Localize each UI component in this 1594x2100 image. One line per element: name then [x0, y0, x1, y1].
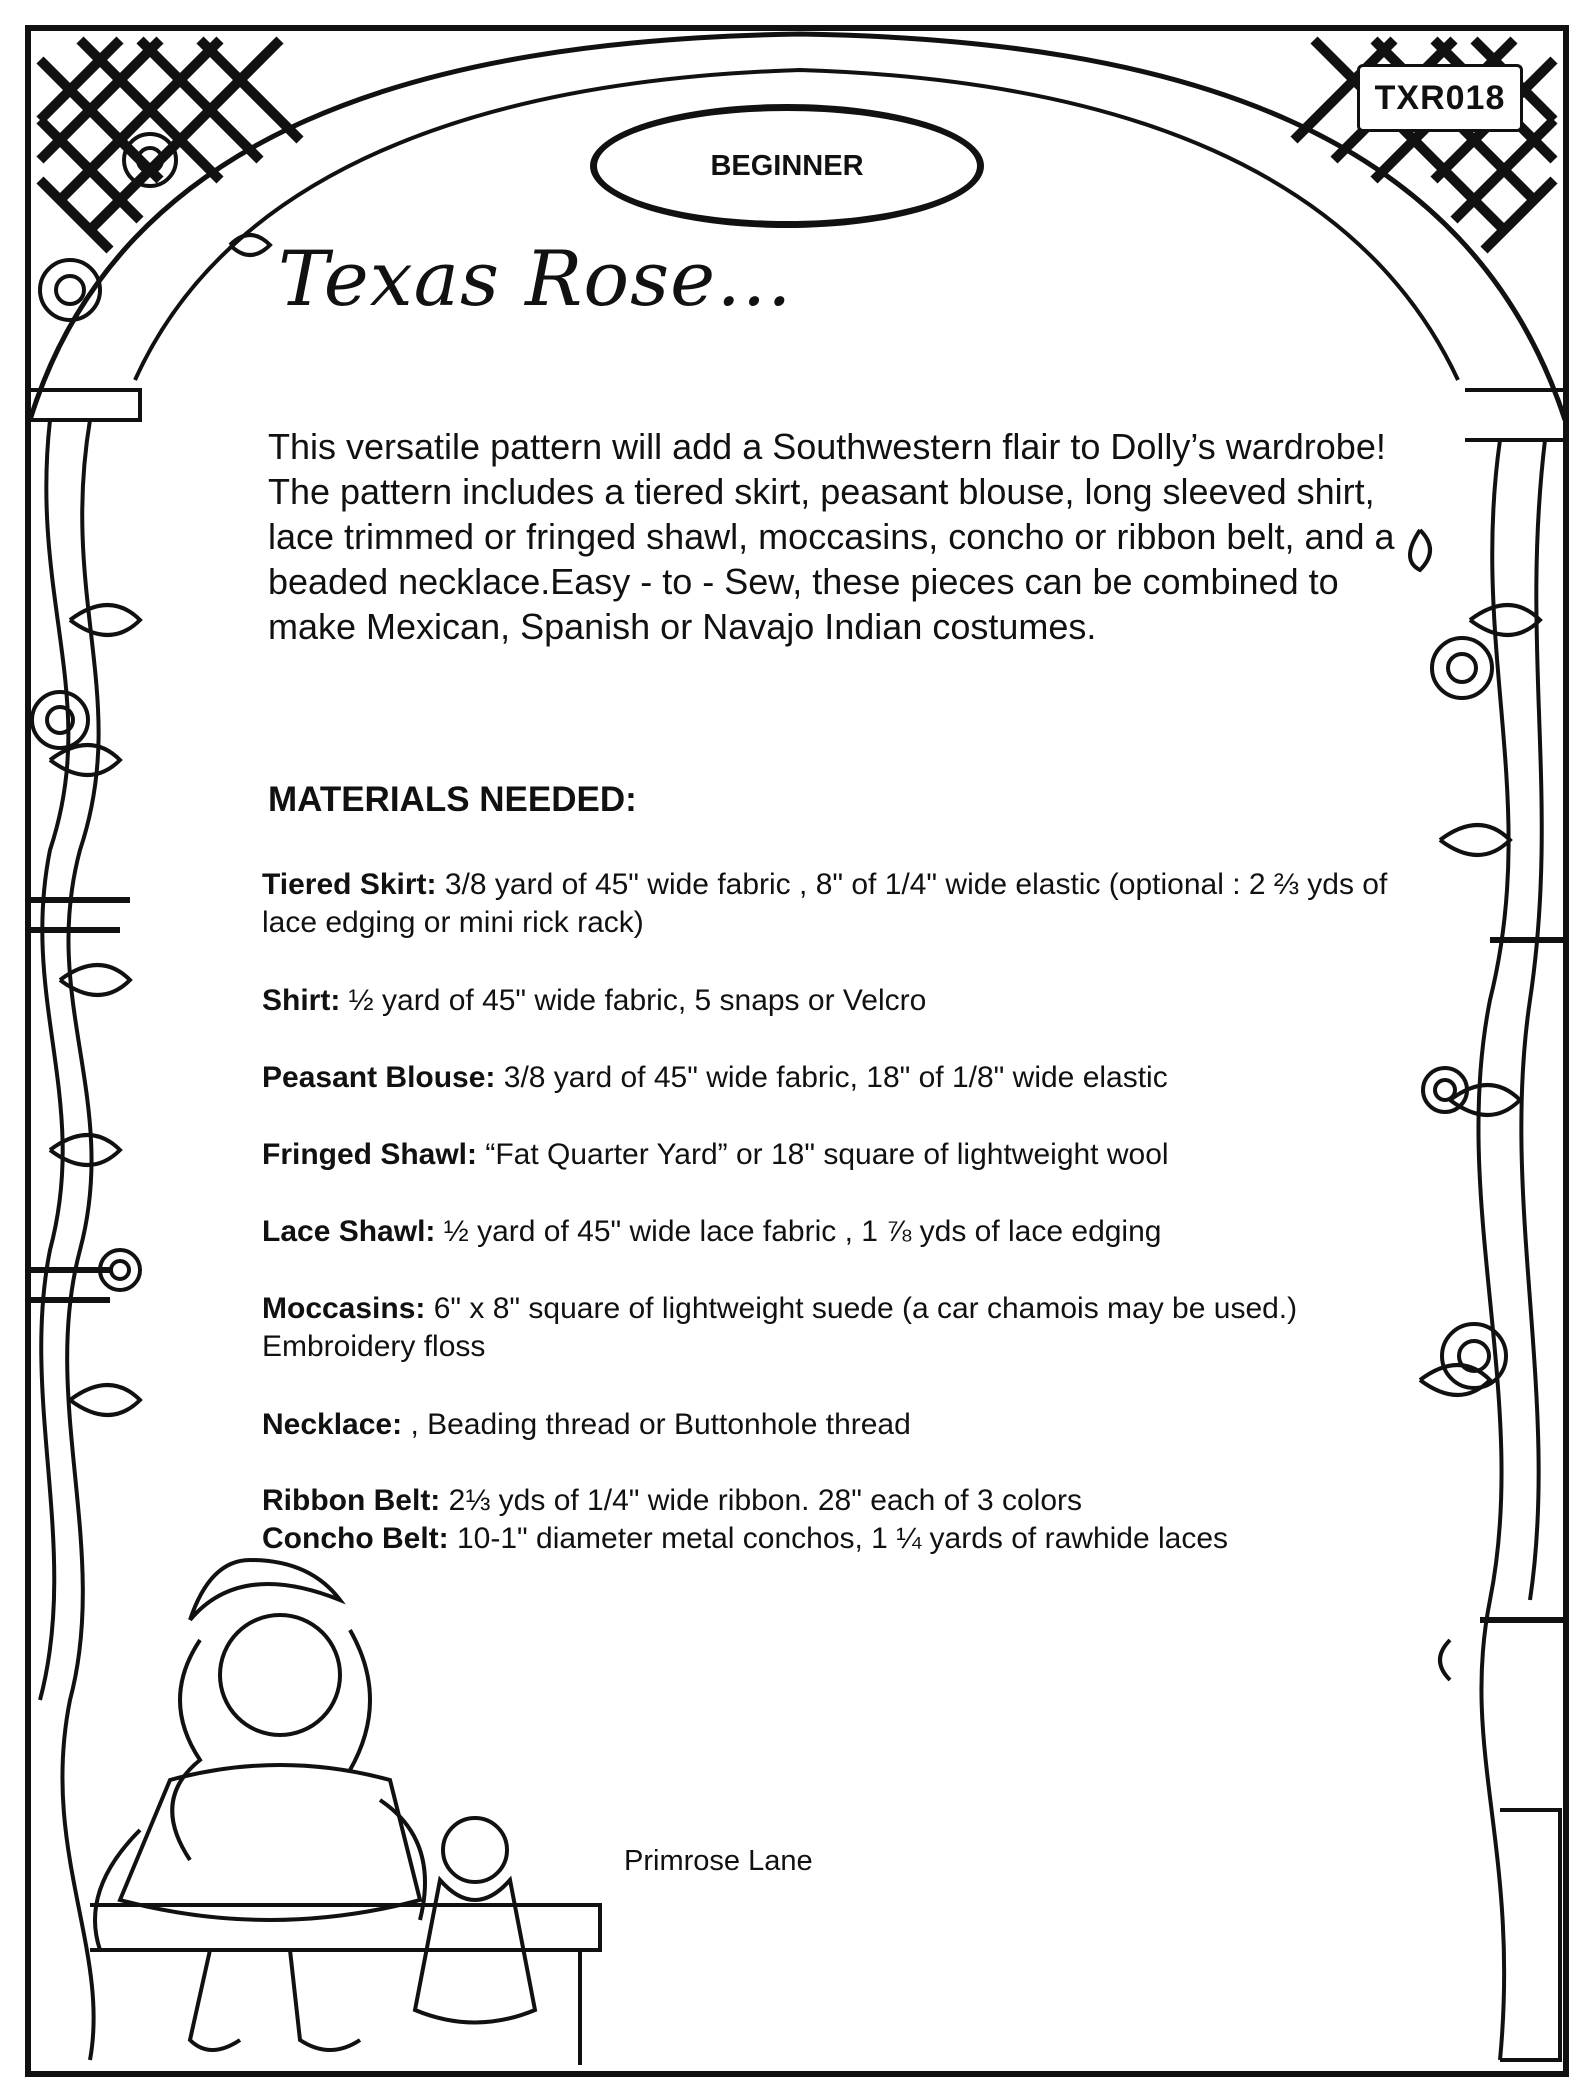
material-item	[262, 982, 1402, 1020]
material-label: Lace Shawl:	[262, 1215, 436, 1248]
material-text: 3/8 yard of 45" wide fabric , 8" of 1/4" wide elastic (optional : 2 ⅔ yds of lace edging or mini rick rack)	[262, 868, 1388, 939]
material-text: “Fat Quarter Yard” or 18" square of lightweight wool	[477, 1138, 1169, 1171]
material-text: , Beading thread or Buttonhole thread	[402, 1408, 911, 1441]
pattern-code-badge: TXR018	[1357, 64, 1523, 132]
material-item	[262, 1136, 1402, 1174]
intro-paragraph: This versatile pattern will add a Southwestern flair to Dolly’s wardrobe! The pattern includes a tiered skirt, peasant blouse, long sleeved shirt, lace trimmed or fringed shawl, moccasins, concho or ribbon belt, and a beaded necklace.Easy - to - Sew, these pieces can be combined to make Mexican, Spanish or Navajo Indian costumes.	[268, 426, 1395, 647]
material-item	[262, 1482, 1402, 1520]
material-item	[262, 1406, 1402, 1444]
material-text: ½ yard of 45" wide lace fabric , 1 ⅞ yds of lace edging	[435, 1215, 1162, 1248]
material-text: 3/8 yard of 45" wide fabric, 18" of 1/8" wide elastic	[495, 1061, 1168, 1094]
material-label: Shirt:	[262, 984, 341, 1017]
material-item	[262, 1059, 1402, 1097]
material-label: Concho Belt:	[262, 1522, 449, 1555]
material-label: Necklace:	[262, 1408, 403, 1441]
material-label: Peasant Blouse:	[262, 1061, 496, 1094]
designer-credit: Primrose Lane	[624, 1845, 813, 1877]
material-item	[262, 1520, 1402, 1558]
material-label: Fringed Shawl:	[262, 1138, 478, 1171]
material-label: Tiered Skirt:	[262, 868, 437, 901]
materials-heading: MATERIALS NEEDED:	[268, 780, 637, 819]
material-label: Ribbon Belt:	[262, 1484, 441, 1517]
material-text: ½ yard of 45" wide fabric, 5 snaps or Velcro	[340, 984, 927, 1017]
material-text: 10-1" diameter metal conchos, 1 ¼ yards of rawhide laces	[448, 1522, 1229, 1555]
material-item	[262, 1213, 1402, 1251]
material-item	[262, 1290, 1352, 1366]
skill-level-badge: BEGINNER	[590, 104, 984, 228]
material-label: Moccasins:	[262, 1292, 426, 1325]
pattern-title: Texas Rose…	[278, 234, 794, 323]
material-text: 2⅓ yds of 1/4" wide ribbon. 28" each of 3 colors	[440, 1484, 1082, 1517]
material-text: 6" x 8" square of lightweight suede (a car chamois may be used.) Embroidery floss	[262, 1292, 1298, 1363]
material-item	[262, 866, 1402, 942]
